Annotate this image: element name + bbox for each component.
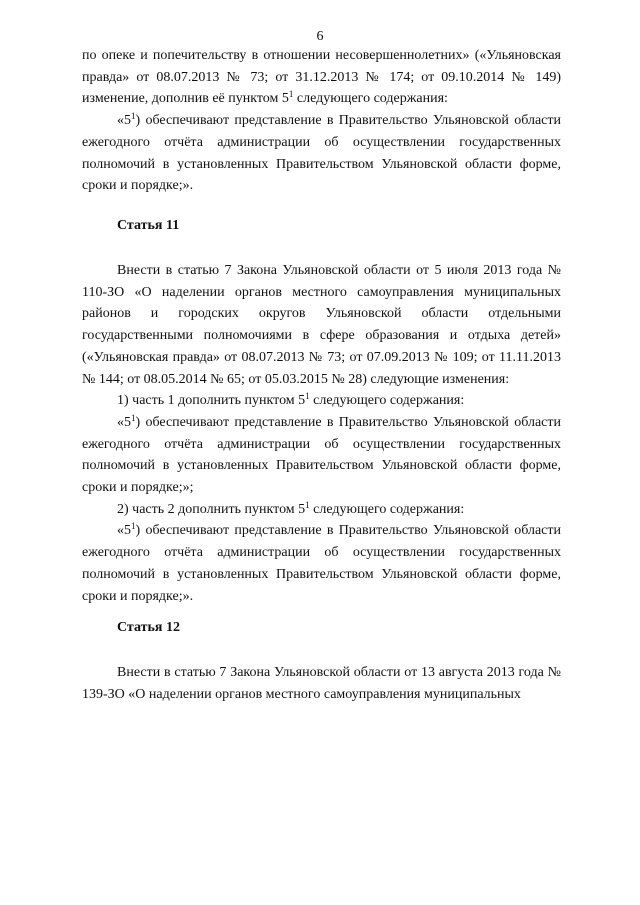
intro-section bbox=[82, 45, 561, 197]
intro-paragraph bbox=[82, 45, 561, 110]
article-12-heading-block bbox=[82, 617, 561, 639]
article-11-item-2-text bbox=[82, 520, 561, 607]
intro-quoted-item bbox=[82, 110, 561, 197]
article-11-item-1 bbox=[82, 390, 561, 412]
intro-paragraph-end: следующего содержания: bbox=[293, 91, 448, 107]
article-11-body bbox=[82, 260, 561, 607]
article-11-heading: Статья 11 bbox=[117, 218, 180, 233]
article-11-item-1-text-start: «5 bbox=[117, 414, 131, 430]
article-11-item-1-text-superscript: 1 bbox=[131, 412, 136, 423]
article-11-item-2-text-body: ) обеспечивают представление в Правительство Ульяновской области ежегодного отчёта администрации об осуществлении государственных полномочий в установленных Правительством Ульяновской области форме, сроки и порядке;». bbox=[82, 523, 561, 604]
article-12-paragraph: Внести в статью 7 Закона Ульяновской области от 13 августа 2013 года № 139-ЗО «О наделении органов местного самоуправления муниципальных bbox=[82, 665, 561, 702]
article-11-item-2-text-start: «5 bbox=[117, 523, 131, 539]
article-11-item-2-start: 2) часть 2 дополнить пунктом 5 bbox=[117, 501, 306, 517]
article-11-item-2-superscript: 1 bbox=[305, 499, 310, 510]
article-11-item-1-start: 1) часть 1 дополнить пунктом 5 bbox=[117, 393, 306, 409]
article-12-heading: Статья 12 bbox=[117, 620, 180, 635]
article-11-heading-block bbox=[82, 215, 561, 237]
page-number: 6 bbox=[316, 29, 324, 44]
article-11-item-1-text-body: ) обеспечивают представление в Правительство Ульяновской области ежегодного отчёта администрации об осуществлении государственных полномочий в установленных Правительством Ульяновской области форме, сроки и порядке;»; bbox=[82, 414, 561, 496]
article-11-item-2-end: следующего содержания: bbox=[309, 501, 465, 517]
article-11-item-1-end: следующего содержания: bbox=[309, 393, 465, 409]
article-11-item-2 bbox=[82, 499, 561, 521]
intro-quoted-item-text: ) обеспечивают представление в Правительство Ульяновской области ежегодного отчёта администрации об осуществлении государственных полномочий в установленных Правительством Ульяновской области форме, сроки и порядке;». bbox=[82, 113, 561, 194]
intro-quoted-item-start: «5 bbox=[117, 113, 131, 129]
article-11-item-2-text-superscript: 1 bbox=[131, 521, 136, 532]
intro-paragraph-superscript: 1 bbox=[288, 89, 294, 100]
intro-quoted-item-superscript: 1 bbox=[131, 111, 136, 122]
article-12-body bbox=[82, 662, 561, 705]
article-11-paragraph: Внести в статью 7 Закона Ульяновской области от 5 июля 2013 года № 110-ЗО «О наделении органов местного самоуправления муниципальных районов и городских округов Ульяновской области отдельными государственными полномочиями в сфере образования и отдыха детей» («Ульяновская правда» от 08.07.2013 № 73; от 07.09.2013 № 109; от 11.11.2013 № 144; от 08.05.2014 № 65; от 05.03.2015 № 28) следующие изменения: bbox=[82, 263, 561, 387]
article-11-item-1-text bbox=[82, 412, 561, 499]
article-11-item-1-superscript: 1 bbox=[305, 391, 310, 402]
intro-paragraph-text: по опеке и попечительству в отношении несовершеннолетних» («Ульяновская правда» от 08.07.2013 № 73; от 31.12.2013 № 174; от 09.10.2014 № 149) изменение, дополнив её пунктом 5 bbox=[82, 48, 561, 107]
